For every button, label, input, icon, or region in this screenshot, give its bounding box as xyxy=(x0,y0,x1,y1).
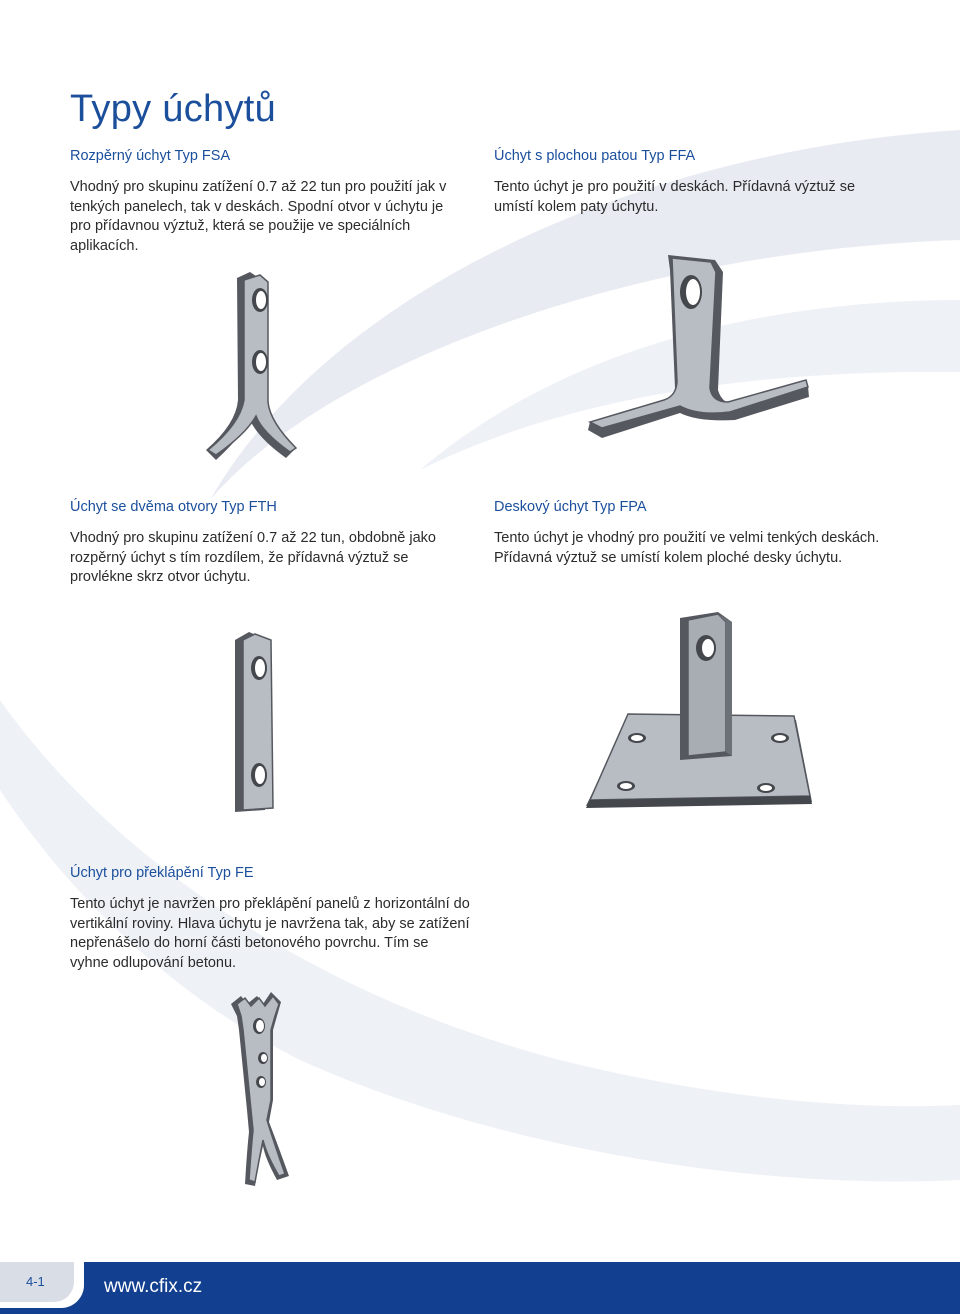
fth-anchor-illustration xyxy=(225,630,285,815)
section-body: Tento úchyt je pro použití v deskách. Přídavná výztuž se umístí kolem paty úchytu. xyxy=(494,179,856,215)
section-body: Tento úchyt je vhodný pro použití ve velmi tenkých deskách. Přídavná výztuž se umístí kolem ploché desky úchytu. xyxy=(494,530,880,566)
page-number: 4-1 xyxy=(26,1274,45,1289)
page-title: Typy úchytů xyxy=(70,88,277,130)
section-fe xyxy=(70,865,470,973)
section-fpa xyxy=(494,499,914,568)
section-fth xyxy=(70,499,455,588)
section-body: Vhodný pro skupinu zatížení 0.7 až 22 tun pro použití jak v tenkých panelech, tak v deskách. Spodní otvor v úchytu je pro přídavnou výztuž, která se použije ve speciálních aplikacích. xyxy=(70,179,447,254)
section-heading: Rozpěrný úchyt Typ FSA xyxy=(70,148,231,164)
section-heading: Deskový úchyt Typ FPA xyxy=(494,499,647,515)
section-heading: Úchyt se dvěma otvory Typ FTH xyxy=(70,499,277,515)
section-heading: Úchyt s plochou patou Typ FFA xyxy=(494,148,696,164)
section-fsa xyxy=(70,148,455,256)
section-heading: Úchyt pro překlápění Typ FE xyxy=(70,865,254,881)
website-link[interactable]: www.cfix.cz xyxy=(104,1276,203,1297)
fsa-anchor-illustration xyxy=(200,270,310,465)
ffa-anchor-illustration xyxy=(580,250,810,445)
section-body: Tento úchyt je navržen pro překlápění panelů z horizontální do vertikální roviny. Hlava úchytu je navržena tak, aby se zatížení nepřenášelo do horní části betonového povrchu. Tím se vyhne odlupování betonu. xyxy=(70,896,470,971)
section-ffa xyxy=(494,148,874,217)
fpa-anchor-illustration xyxy=(580,610,830,825)
section-body: Vhodný pro skupinu zatížení 0.7 až 22 tun, obdobně jako rozpěrný úchyt s tím rozdílem, že přídavná výztuž se provlékne skrz otvor úchytu. xyxy=(70,530,436,585)
fe-anchor-illustration xyxy=(225,990,300,1190)
